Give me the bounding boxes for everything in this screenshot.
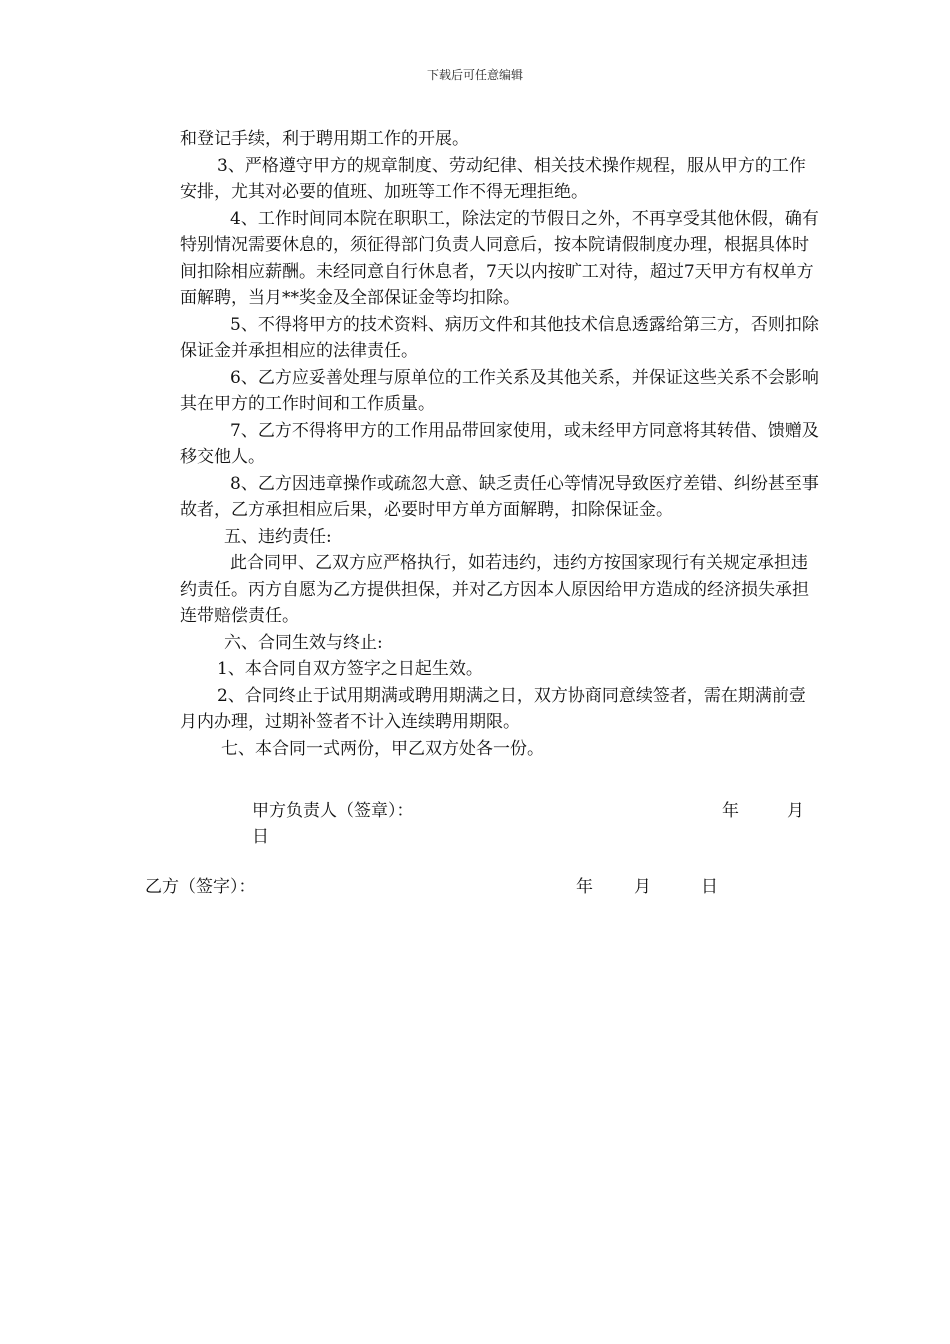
section-heading: 五、违约责任:	[224, 526, 332, 547]
party-b-signature-label: 乙方（签字）：	[145, 877, 256, 897]
party-b-year: 年	[576, 877, 593, 897]
contract-body	[180, 126, 820, 762]
paragraph: 8、乙方因违章操作或疏忽大意、缺乏责任心等情况导致医疗差错、纠纷甚至事故者，乙方承担相应后果，必要时甲方单方面解聘，扣除保证金。	[180, 473, 819, 520]
paragraph: 7、乙方不得将甲方的工作用品带回家使用，或未经甲方同意将其转借、馈赠及移交他人。	[180, 420, 819, 467]
paragraph: 3、严格遵守甲方的规章制度、劳动纪律、相关技术操作规程，服从甲方的工作安排，尤其对必要的值班、加班等工作不得无理拒绝。	[180, 155, 806, 202]
paragraph: 1、本合同自双方签字之日起生效。	[217, 659, 483, 679]
paragraph: 和登记手续，利于聘用期工作的开展。	[180, 129, 469, 149]
paragraph: 4、工作时间同本院在职职工，除法定的节假日之外，不再享受其他休假，确有特别情况需要休息的，须征得部门负责人同意后，按本院请假制度办理，根据具体时间扣除相应薪酬。未经同意自行休息者，7天以内按旷工对待，超过7天甲方有权单方面解聘，当月**奖金及全部保证金等均扣除。	[180, 208, 819, 308]
party-a-signature-label: 甲方负责人（签章）：	[252, 801, 414, 821]
page-header: 下载后可任意编辑	[426, 68, 523, 82]
paragraph: 6、乙方应妥善处理与原单位的工作关系及其他关系，并保证这些关系不会影响其在甲方的工作时间和工作质量。	[180, 367, 819, 414]
paragraph: 此合同甲、乙双方应严格执行，如若违约，违约方按国家现行有关规定承担违约责任。丙方自愿为乙方提供担保，并对乙方因本人原因给甲方造成的经济损失承担连带赔偿责任。	[180, 553, 809, 626]
party-a-year: 年	[722, 801, 739, 821]
section-heading: 七、本合同一式两份，甲乙双方处各一份。	[221, 738, 544, 759]
party-b-day: 日	[701, 877, 718, 897]
section-heading: 六、合同生效与终止:	[224, 632, 383, 653]
party-b-month: 月	[634, 877, 651, 897]
paragraph: 5、不得将甲方的技术资料、病历文件和其他技术信息透露给第三方，否则扣除保证金并承担相应的法律责任。	[180, 314, 819, 361]
paragraph: 2、合同终止于试用期满或聘用期满之日，双方协商同意续签者，需在期满前壹月内办理，过期补签者不计入连续聘用期限。	[180, 685, 806, 732]
party-a-day: 日	[252, 827, 269, 847]
party-a-month: 月	[787, 801, 804, 821]
